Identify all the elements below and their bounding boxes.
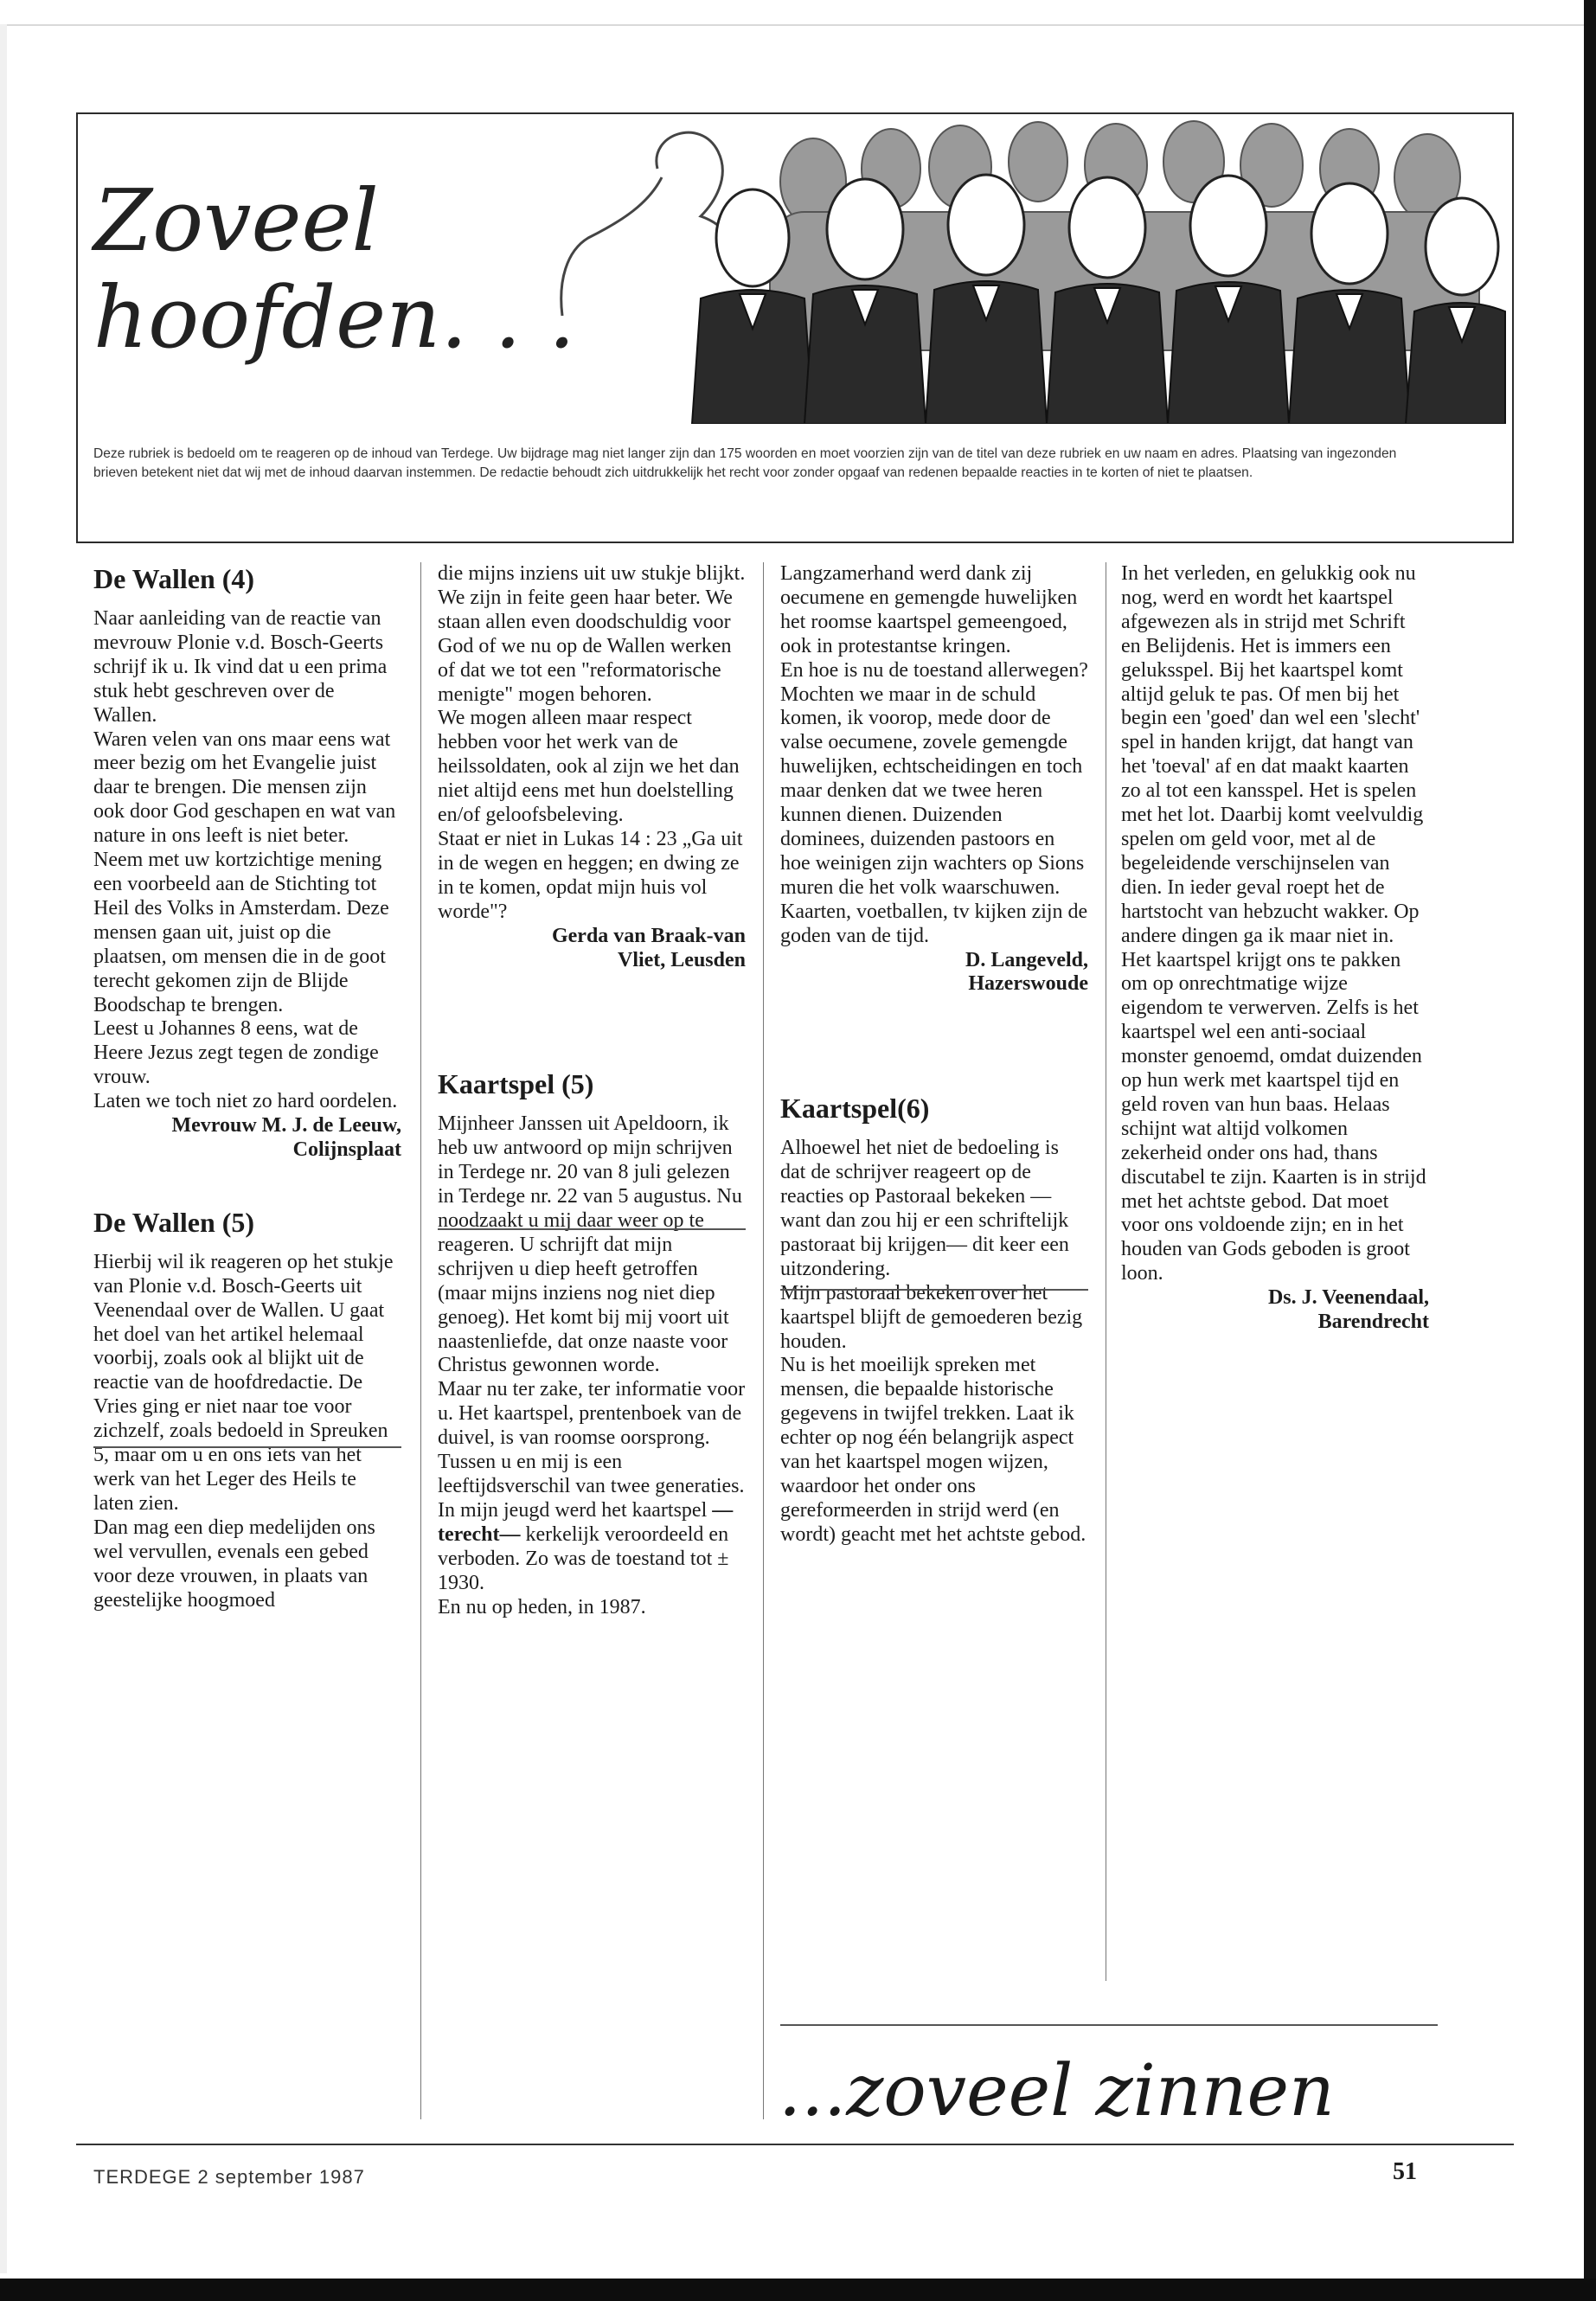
paragraph: Mijnheer Janssen uit Apeldoorn, ik heb uw antwoord op mijn schrijven in Terdege nr. 20 van 8 juli gelezen in Terdege nr. 22 van 5 augustus. Nu noodzaakt u mij daar weer op te reageren. U schrijft dat mijn schrijven u diep heeft getroffen (maar mijns inziens nog niet diep genoeg). Het komt bij mij voort uit naastenliefde, dat onze naaste voor Christus gewonnen worde. bbox=[438, 1112, 742, 1377]
closing-divider bbox=[780, 2024, 1438, 2026]
paragraph: Staat er niet in Lukas 14 : 23 „Ga uit in de wegen en heggen; en dwing ze in te komen, opdat mijn huis vol worde"? bbox=[438, 827, 743, 923]
heading-de-wallen-5: De Wallen (5) bbox=[93, 1206, 255, 1238]
paragraph: We zijn in feite geen haar beter. We staan allen even doodschuldig voor God of we nu op de Wallen werken of dat we tot een "reformatorische menigte" mogen behoren. bbox=[438, 586, 733, 706]
paragraph: Alhoewel het niet de bedoeling is dat de schrijver reageert op de reacties op Pastoraal bekeken —want dan zou hij er een schriftelijk pastoraat bij krijgen— dit keer een uitzondering. bbox=[780, 1137, 1069, 1280]
paragraph: Dan mag een diep medelijden ons wel vervullen, evenals een gebed voor deze vrouwen, in plaats van geestelijke hoogmoed bbox=[93, 1516, 375, 1612]
closing-title: ...zoveel zinnen bbox=[779, 2050, 1335, 2132]
paragraph: Langzamerhand werd dank zij oecumene en gemengde huwelijken het roomse kaartspel gemeengoed, ook in protestantse kringen. bbox=[780, 562, 1078, 657]
paragraph: In het verleden, en gelukkig ook nu nog, werd en wordt het kaartspel afgewezen als in strijd met Schrift en Belijdenis. Het is immers een geluksspel. Bij het kaartspel komt altijd geluk te pas. Of men bij het begin een 'goed' dan wel een 'slecht' spel in handen krijgt, dat hangt van het 'toeval' af en dat maakt kaarten zo al tot een kansspel. Het is spelen met het lot. Daarbij komt veelvuldig spelen om geld voor, met al de begeleidende verschijnselen van dien. In ieder geval roept het de hartstocht van hebzucht wakker. Op andere dingen ga ik maar niet in. bbox=[1121, 562, 1424, 947]
title-line-2: hoofden. . . bbox=[93, 269, 575, 368]
paragraph: Waren velen van ons maar eens wat meer bezig om het Evangelie juist daar te brengen. Die mensen zijn ook door God geschapen en wat van nature in ons leeft is niet beter. bbox=[93, 727, 396, 848]
signature-name: D. Langeveld, bbox=[965, 948, 1088, 971]
footer-rule bbox=[76, 2144, 1514, 2145]
column-2 bbox=[438, 562, 746, 1619]
rubric-intro: Deze rubriek is bedoeld om te reageren op de inhoud van Terdege. Uw bijdrage mag niet langer zijn dan 175 woorden en moet voorzien zijn van de titel van deze rubriek en uw naam en adres. Plaatsing van ingezonden brieven betekent niet dat wij met de inhoud daarvan instemmen. De redactie behoudt zich uitdrukkelijk het recht voor zonder opgaaf van redenen bepaalde reacties in te korten of niet te plaatsen. bbox=[93, 446, 1397, 480]
paragraph bbox=[438, 1451, 746, 1595]
paragraph: We mogen alleen maar respect hebben voor het werk van de heilssoldaten, ook al zijn we het dan niet altijd eens met hun doelstelling en/of geloofsbeleving. bbox=[438, 707, 740, 827]
heading-kaartspel-6: Kaartspel(6) bbox=[780, 1093, 930, 1125]
signature-place: Barendrecht bbox=[1317, 1311, 1429, 1334]
signature-place: Hazerswoude bbox=[968, 972, 1088, 996]
scan-edge-top bbox=[0, 0, 1596, 26]
heading-kaartspel-5: Kaartspel (5) bbox=[438, 1068, 594, 1100]
text-span: Tussen u en mij is een leeftijdsverschil van twee generaties. In mijn jeugd werd het kaartspel bbox=[438, 1451, 745, 1522]
text-span: kerkelijk veroordeeld en verboden. Zo was de toestand tot ± 1930. bbox=[438, 1522, 729, 1594]
column-1 bbox=[93, 562, 401, 1612]
section-divider bbox=[438, 1228, 746, 1230]
paragraph: Neem met uw kortzichtige mening een voorbeeld aan de Stichting tot Heil des Volks in Amsterdam. Deze mensen gaan uit, juist op die plaatsen, om mensen die in de goot terecht gekomen zijn de Blijde Boodschap te brengen. bbox=[93, 849, 389, 1016]
emphasis-terecht: —terecht— bbox=[438, 1498, 734, 1546]
paragraph: Leest u Johannes 8 eens, wat de Heere Jezus zegt tegen de zondige vrouw. bbox=[93, 1017, 379, 1089]
scan-edge-right bbox=[1584, 0, 1596, 2301]
paragraph: Kaarten, voetballen, tv kijken zijn de goden van de tijd. bbox=[780, 900, 1088, 947]
foreground-suits bbox=[692, 281, 1505, 424]
crowd-of-heads-illustration bbox=[554, 117, 1509, 424]
paragraph: Maar nu ter zake, ter informatie voor u. Het kaartspel, prentenboek van de duivel, is van roomse oorsprong. bbox=[438, 1378, 746, 1450]
page-title bbox=[93, 173, 575, 367]
signature-place: Vliet, Leusden bbox=[617, 948, 746, 971]
paragraph: Mijn pastoraal bekeken over het kaartspel blijft de gemoederen bezig houden. bbox=[780, 1281, 1083, 1353]
column-divider bbox=[763, 562, 764, 2119]
signature-name: Ds. J. Veenendaal, bbox=[1267, 1286, 1429, 1310]
title-line-1: Zoveel bbox=[93, 172, 379, 271]
paragraph: Laten we toch niet zo hard oordelen. bbox=[93, 1090, 398, 1113]
column-divider bbox=[420, 562, 421, 2119]
signature-name: Mevrouw M. J. de Leeuw, bbox=[171, 1114, 401, 1138]
signature-name: Gerda van Braak-van bbox=[551, 924, 746, 947]
paragraph: Hierbij wil ik reageren op het stukje van Plonie v.d. Bosch-Geerts uit Veenendaal over de Wallen. U gaat het doel van het artikel helemaal voorbij, zoals ook al blijkt uit de reactie van de hoofdredactie. De Vries ging er niet naar toe voor zichzelf, zoals bedoeld in Spreuken 5, maar om u en ons iets van het werk van het Leger des Heils te laten zien. bbox=[93, 1250, 394, 1515]
scan-edge-bottom bbox=[0, 2279, 1596, 2301]
page-number: 51 bbox=[1393, 2158, 1417, 2185]
paragraph: Nu is het moeilijk spreken met mensen, die bepaalde historische gegevens in twijfel trekken. Laat ik echter op nog één belangrijk aspect van het kaartspel mogen wijzen, waardoor het onder ons gereformeerden in strijd werd (en wordt) geacht met het achtste gebod. bbox=[780, 1354, 1086, 1546]
scan-edge-left bbox=[0, 24, 7, 2273]
paragraph: Naar aanleiding van de reactie van mevrouw Plonie v.d. Bosch-Geerts schrijf ik u. Ik vind dat u een prima stuk hebt geschreven over de Wallen. bbox=[93, 607, 388, 727]
heading-de-wallen-4: De Wallen (4) bbox=[93, 563, 255, 594]
paragraph: Het kaartspel krijgt ons te pakken om op onrechtmatige wijze eigendom te verwerven. Zelfs is het kaartspel wel een anti-sociaal monster genoemd, omdat duizenden op hun werk met kaartspel tijd en geld roven van hun baas. Helaas schijnt wat altijd volkomen zekerheid onder ons had, thans discutabel te zijn. Kaarten is in strijd met het achtste gebod. Dat moet voor ons voldoende zijn; en in het houden van Gods geboden is groot loon. bbox=[1121, 948, 1426, 1285]
paragraph: die mijns inziens uit uw stukje blijkt. bbox=[438, 562, 746, 585]
column-4 bbox=[1121, 562, 1429, 1335]
signature-place: Colijnsplaat bbox=[292, 1138, 401, 1161]
paragraph: En nu op heden, in 1987. bbox=[438, 1595, 646, 1618]
section-divider bbox=[93, 1446, 401, 1448]
column-3 bbox=[780, 562, 1088, 1548]
section-divider bbox=[780, 1289, 1088, 1291]
footer-publication: TERDEGE 2 september 1987 bbox=[93, 2166, 365, 2188]
paragraph: En hoe is nu de toestand allerwegen? Mochten we maar in de schuld komen, ik voorop, mede door de valse oecumene, zovele gemengde huwelijken, echtscheidingen en toch maar denken dat we twee heren kunnen dienen. Duizenden dominees, duizenden pastoors en hoe weinigen zijn wachters op Sions muren die het volk waarschuwen. bbox=[780, 658, 1088, 899]
